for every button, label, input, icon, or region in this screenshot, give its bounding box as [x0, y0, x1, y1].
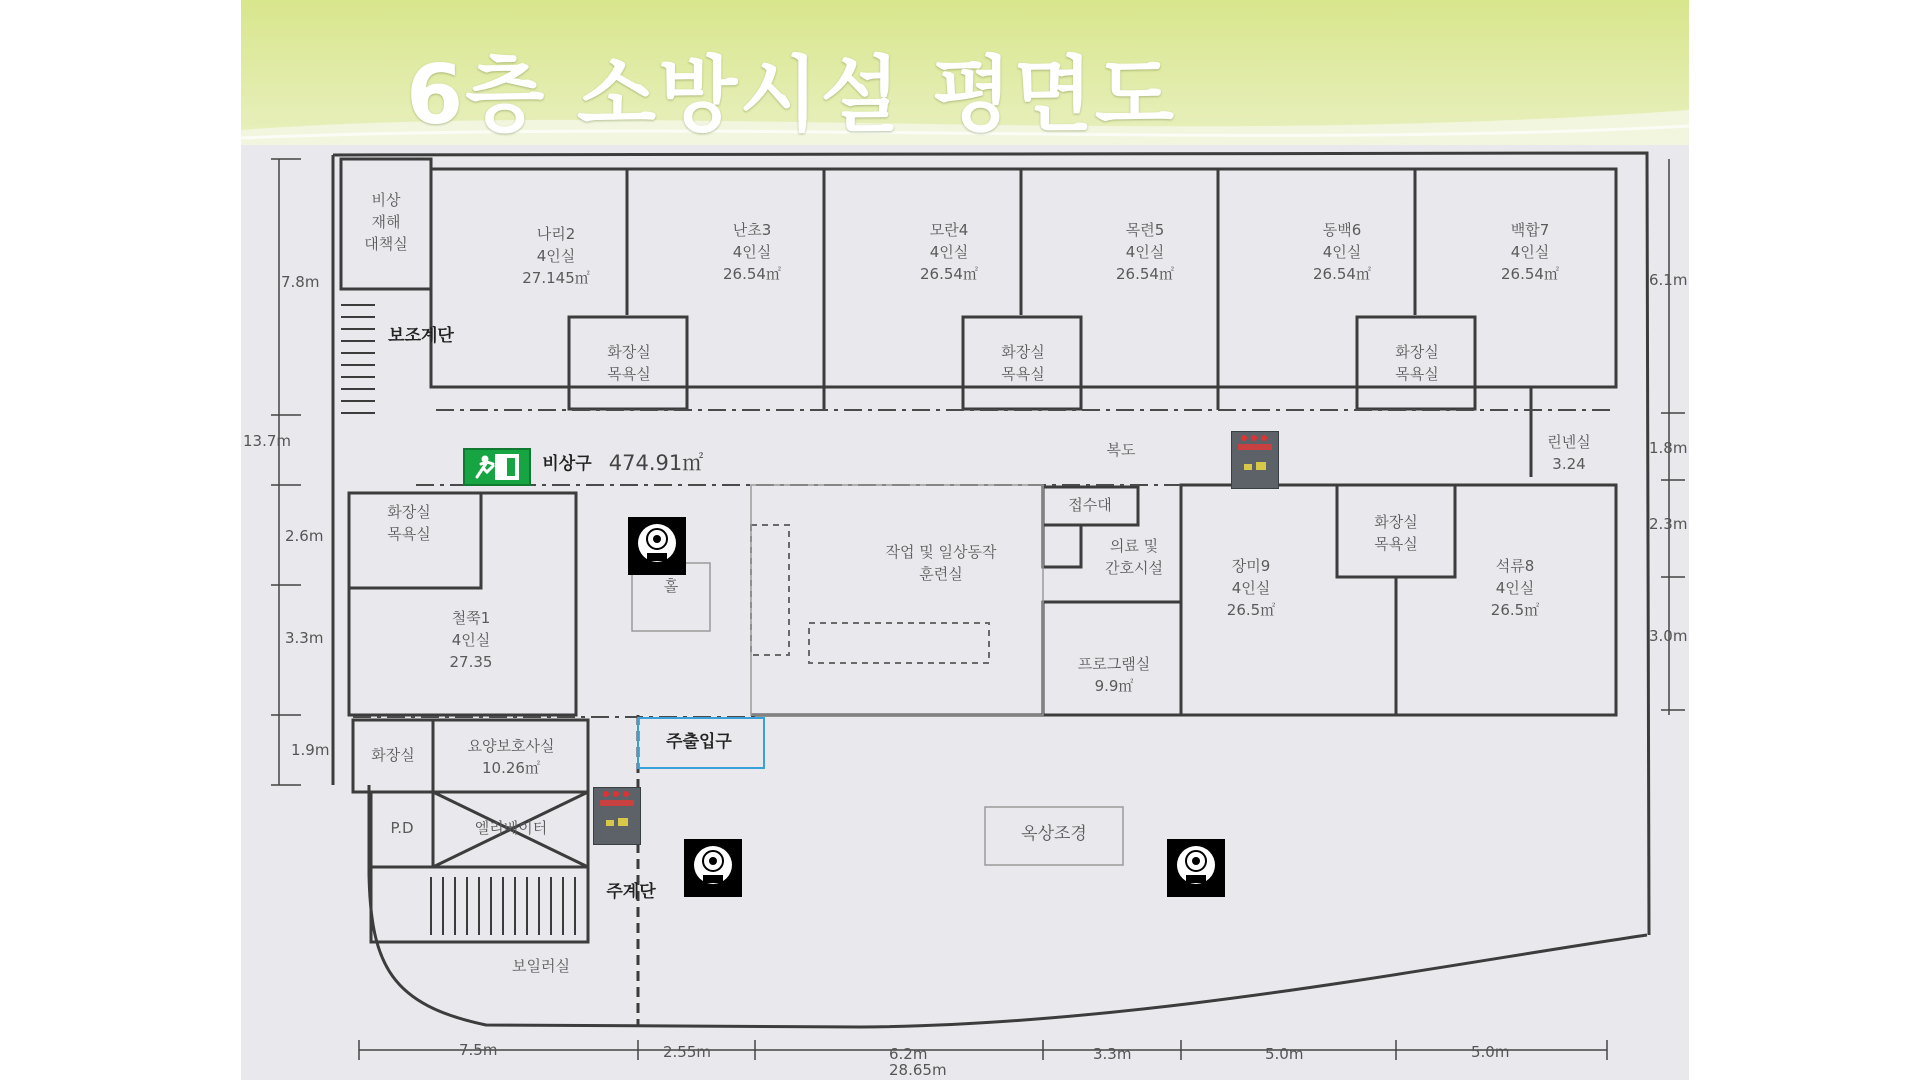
dim-bottom: 3.3m — [1093, 1045, 1132, 1063]
dim-bottom: 6.2m — [889, 1045, 928, 1063]
room-cheoljjuk1: 철쭉1 4인실 27.35 — [449, 609, 493, 671]
room-emergency-disaster: 비상 재해 대책실 — [364, 191, 408, 253]
room-bath: 화장실 목욕실 — [607, 343, 651, 383]
room-hall: 홀 — [663, 577, 679, 595]
dim-bottom: 5.0m — [1471, 1043, 1510, 1061]
room-elevator: 엘리베이터 — [474, 819, 548, 837]
dim-left: 1.9m — [291, 741, 330, 759]
room-pd: P.D — [390, 819, 414, 837]
room-care-staff: 요양보호사실 10.26㎡ — [467, 737, 555, 777]
aux-stairs-label: 보조계단 — [388, 326, 454, 346]
floor-plan — [241, 145, 1689, 1080]
dim-total: 28.65m — [889, 1061, 947, 1079]
dim-left: 7.8m — [281, 273, 320, 291]
room-linen: 린넨실 3.24 — [1547, 433, 1591, 473]
fire-alarm-panel-icon — [1231, 431, 1279, 489]
dim-left: 2.6m — [285, 527, 324, 545]
room-jangmi9: 장미9 4인실 26.5㎡ — [1226, 557, 1276, 619]
cctv-camera-icon — [1167, 839, 1225, 897]
floor-area: 474.91㎡ — [608, 451, 704, 475]
room-mokryeon5: 목련5 4인실 26.54㎡ — [1116, 221, 1174, 283]
fire-alarm-panel-icon — [593, 787, 641, 845]
dim-bottom: 2.55m — [663, 1043, 712, 1061]
dim-right: 6.1m — [1649, 271, 1688, 289]
room-program: 프로그램실 9.9㎡ — [1077, 655, 1151, 695]
room-baekhap7: 백합7 4인실 26.54㎡ — [1501, 221, 1559, 283]
main-entrance-label: 주출입구 — [666, 732, 732, 752]
emergency-exit-sign-icon — [463, 448, 531, 486]
room-nari2: 나리2 4인실 27.145㎡ — [522, 225, 590, 287]
emergency-exit-label: 비상구 — [542, 454, 592, 474]
corridor-label: 복도 — [1106, 441, 1136, 459]
page-title: 6층 소방시설 평면도 — [406, 48, 1176, 143]
room-boiler: 보일러실 — [512, 957, 570, 975]
room-medical: 의료 및 간호시설 — [1105, 537, 1163, 577]
dim-right: 3.0m — [1649, 627, 1688, 645]
cctv-camera-icon — [684, 839, 742, 897]
room-toilet: 화장실 — [371, 746, 415, 764]
room-seongnyu8: 석류8 4인실 26.5㎡ — [1490, 557, 1540, 619]
room-bath: 화장실 목욕실 — [1374, 513, 1418, 553]
room-reception: 접수대 — [1068, 496, 1112, 514]
cctv-camera-icon — [628, 517, 686, 575]
slide — [241, 0, 1689, 1080]
roof-garden: 옥상조경 — [1021, 824, 1087, 844]
room-bath: 화장실 목욕실 — [1395, 343, 1439, 383]
main-stairs-label: 주계단 — [606, 882, 656, 902]
dim-bottom: 5.0m — [1265, 1045, 1304, 1063]
room-nancho3: 난초3 4인실 26.54㎡ — [723, 221, 781, 283]
dim-right: 1.8m — [1649, 439, 1688, 457]
room-bath: 화장실 목욕실 — [1001, 343, 1045, 383]
title-banner — [241, 0, 1689, 145]
room-dongbaek6: 동백6 4인실 26.54㎡ — [1313, 221, 1371, 283]
room-bath: 화장실 목욕실 — [387, 503, 431, 543]
dim-bottom: 7.5m — [459, 1041, 498, 1059]
dim-right: 2.3m — [1649, 515, 1688, 533]
dim-left: 3.3m — [285, 629, 324, 647]
dim-left: 13.7m — [243, 432, 292, 450]
room-training: 작업 및 일상동작 훈련실 — [885, 543, 997, 583]
room-moran4: 모란4 4인실 26.54㎡ — [920, 221, 978, 283]
